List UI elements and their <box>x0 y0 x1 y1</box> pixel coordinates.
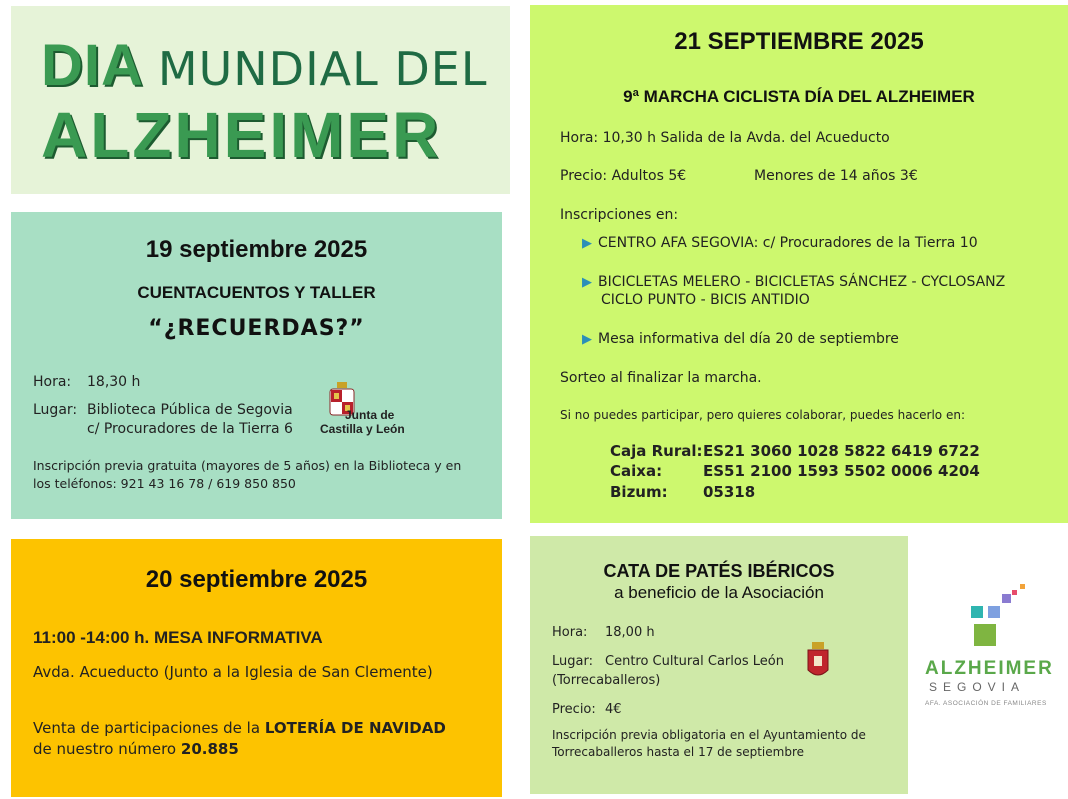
title-alzheimer: ALZHEIMER <box>41 99 442 171</box>
bank-2-label: Caixa: <box>610 462 663 480</box>
cata-hora: 18,00 h <box>605 625 655 640</box>
play-arrow-icon: ▶ <box>582 275 592 290</box>
cata-precio: 4€ <box>605 702 622 717</box>
cata-info-2: Torrecaballeros hasta el 17 de septiembre <box>552 745 805 759</box>
event-21-item-1-text: CENTRO AFA SEGOVIA: c/ Procuradores de la Tierra 10 <box>598 235 978 251</box>
cata-info-1: Inscripción previa obligatoria en el Ayuntamiento de <box>552 728 866 742</box>
bank-3-label: Bizum: <box>610 483 668 501</box>
event-21-sorteo: Sorteo al finalizar la marcha. <box>560 370 762 386</box>
cata-precio-label: Precio: <box>552 702 596 717</box>
event-19-quote: “¿RECUERDAS?” <box>148 316 365 341</box>
play-arrow-icon: ▶ <box>582 332 592 347</box>
event-21-item-2 <box>582 274 1005 290</box>
event-19-lugar-1: Biblioteca Pública de Segovia <box>87 402 293 418</box>
brand-city: SEGOVIA <box>929 680 1026 694</box>
event-21-menores: Menores de 14 años 3€ <box>754 168 918 184</box>
event-21-date: 21 SEPTIEMBRE 2025 <box>674 28 924 55</box>
event-21-item-1 <box>582 235 978 251</box>
afa-segovia-logo <box>918 580 1063 720</box>
event-21-item-2-text: BICICLETAS MELERO - BICICLETAS SÁNCHEZ - CYCLOSANZ <box>598 274 1006 290</box>
event-21-card <box>530 5 1068 523</box>
bizum-number: 05318 <box>703 483 756 501</box>
bank-2-iban: ES51 2100 1593 5502 0006 4204 <box>703 462 980 480</box>
cata-lugar-2: (Torrecaballeros) <box>552 673 661 688</box>
junta-logo <box>320 382 413 438</box>
cata-lugar: Centro Cultural Carlos León <box>605 654 784 669</box>
event-20-card <box>11 539 502 797</box>
event-19-lugar-label: Lugar: <box>33 402 78 418</box>
event-20-headline: 11:00 -14:00 h. MESA INFORMATIVA <box>33 628 323 647</box>
torrecaballeros-crest-icon <box>806 642 830 682</box>
event-19-subtitle: CUENTACUENTOS Y TALLER <box>137 283 376 302</box>
event-21-colaborar: Si no puedes participar, pero quieres colaborar, puedes hacerlo en: <box>560 408 965 422</box>
event-21-item-3-text: Mesa informativa del día 20 de septiembre <box>598 331 899 347</box>
bank-1-label: Caja Rural: <box>610 442 703 460</box>
event-21-subtitle: 9ª MARCHA CICLISTA DÍA DEL ALZHEIMER <box>623 87 975 106</box>
event-20-numero-value: 20.885 <box>180 740 239 758</box>
cata-subtitle: a beneficio de la Asociación <box>614 583 824 602</box>
event-20-loteria: LOTERÍA DE NAVIDAD <box>264 719 446 737</box>
brand-tagline: AFA. ASOCIACIÓN DE FAMILIARES <box>925 700 1047 707</box>
event-21-hora: Hora: 10,30 h Salida de la Avda. del Acueducto <box>560 130 890 146</box>
cata-hora-label: Hora: <box>552 625 588 640</box>
event-21-inscripciones: Inscripciones en: <box>560 207 679 223</box>
cata-lugar-label: Lugar: <box>552 654 593 669</box>
cata-title: CATA DE PATÉS IBÉRICOS <box>603 561 835 581</box>
play-arrow-icon: ▶ <box>582 236 592 251</box>
event-20-venta-text: Venta de participaciones de la <box>33 719 265 737</box>
event-19-hora: 18,30 h <box>87 374 141 390</box>
cata-card <box>530 536 908 794</box>
event-21-precio: Precio: Adultos 5€ <box>560 168 687 184</box>
event-20-date: 20 septiembre 2025 <box>145 566 368 593</box>
event-20-place: Avda. Acueducto (Junto a la Iglesia de San Clemente) <box>33 663 433 681</box>
brand-name: ALZHEIMER <box>925 658 1054 679</box>
event-19-hora-label: Hora: <box>33 374 72 390</box>
event-20-numero-text: de nuestro número <box>33 740 181 758</box>
event-19-info-1: Inscripción previa gratuita (mayores de 5 años) en la Biblioteca y en <box>33 458 462 473</box>
event-21-item-3 <box>582 331 899 347</box>
title-banner <box>11 6 510 194</box>
bank-1-iban: ES21 3060 1028 5822 6419 6722 <box>703 442 980 460</box>
junta-logo-line-1: Junta de <box>345 408 395 422</box>
event-20-venta <box>33 719 446 737</box>
alzheimer-squares-icon <box>918 580 1063 655</box>
event-19-card <box>11 212 502 519</box>
event-19-date: 19 septiembre 2025 <box>145 236 368 263</box>
event-19-lugar-2: c/ Procuradores de la Tierra 6 <box>87 421 293 437</box>
title-mundial-del: MUNDIAL DEL <box>157 42 488 96</box>
title-dia: DIA <box>41 33 144 98</box>
junta-logo-line-2: Castilla y León <box>320 422 405 436</box>
title-line-1 <box>41 32 487 99</box>
event-20-numero <box>33 740 239 758</box>
event-19-info-2: los teléfonos: 921 43 16 78 / 619 850 850 <box>33 476 296 491</box>
event-21-item-2-line-2: CICLO PUNTO - BICIS ANTIDIO <box>601 292 810 308</box>
